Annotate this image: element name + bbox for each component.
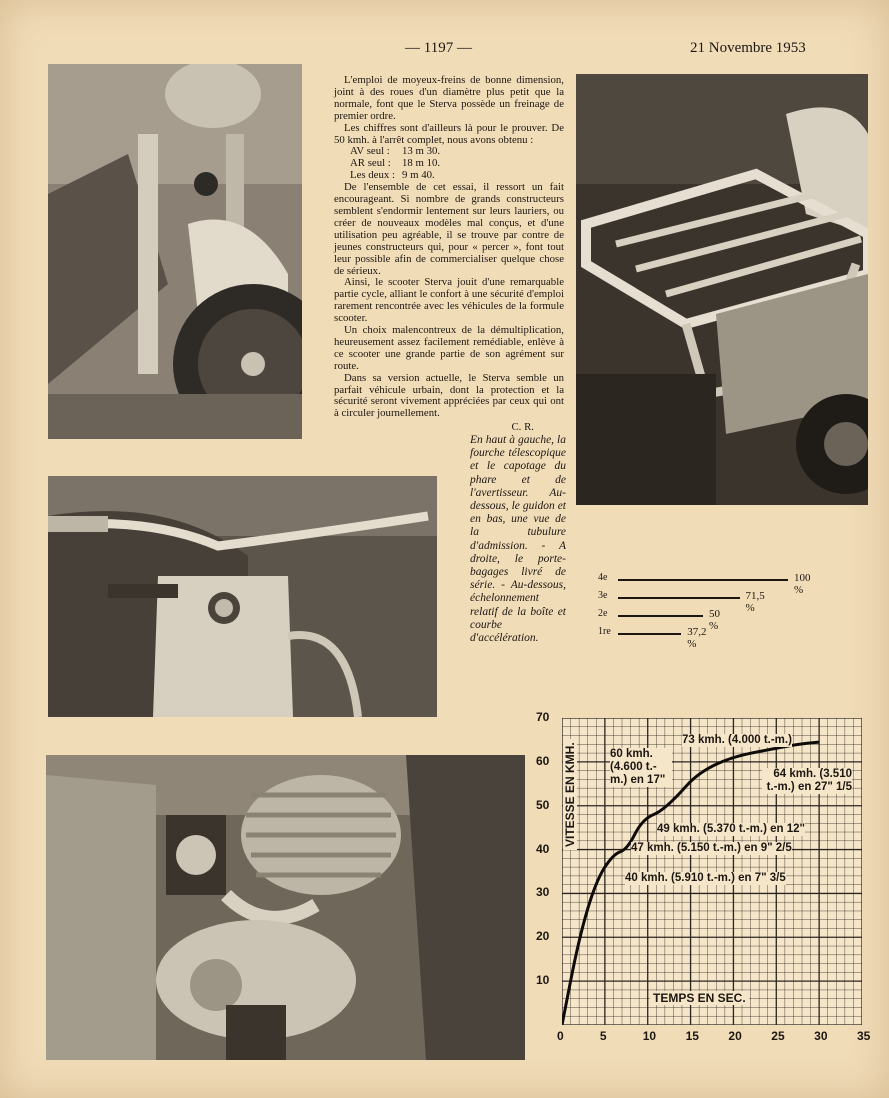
x-tick-label: 15 xyxy=(685,1029,699,1043)
gear-ratio-bar xyxy=(618,633,681,635)
article-paragraph: Ainsi, le scooter Sterva jouit d'une remarquable partie cycle, alliant le confort à une sécurité d'emploi rarement rencontrée avec les véhicules de la formule scooter. xyxy=(334,276,564,325)
braking-row: Les deux : 9 m 40. xyxy=(350,169,435,182)
gear-ratio-value: 50 % xyxy=(709,608,720,632)
article-paragraph: Dans sa version actuelle, le Sterva semble un parfait véhicule urbain, dont la protection et la sécurité seront vivement appréciées par ceux qui ont à circuler journellement. xyxy=(334,371,564,420)
braking-distances xyxy=(350,146,564,182)
annotation-60kmh: 60 kmh. (4.600 t.-m.) en 17" xyxy=(610,748,672,787)
author-signature: C. R. xyxy=(511,421,534,434)
annotation-40kmh: 40 kmh. (5.910 t.-m.) en 7" 3/5 xyxy=(625,872,786,884)
annotation-47kmh: 47 kmh. (5.150 t.-m.) en 9" 2/5 xyxy=(631,842,792,854)
photo-caption: En haut à gauche, la fourche télescopique et le capotage du phare et de l'avertisseur. Au-dessous, le guidon et en bas, une vue de la tubulure d'admission. - A droite, le porte-bagages livré de série. - Au-dessous, échelonnement relatif de la boîte et courbe d'accélération. xyxy=(470,434,566,645)
x-tick-label: 25 xyxy=(771,1029,785,1043)
y-tick-label: 20 xyxy=(536,929,550,944)
y-tick-label: 50 xyxy=(536,797,550,812)
y-tick-label: 70 xyxy=(536,710,550,724)
gear-ratio-value: 71,5 % xyxy=(745,590,765,614)
x-tick-label: 30 xyxy=(814,1029,828,1043)
y-tick-label: 60 xyxy=(536,753,550,768)
x-tick-label: 5 xyxy=(599,1029,607,1043)
x-tick-label: 20 xyxy=(728,1029,742,1043)
annotation-49kmh: 49 kmh. (5.370 t.-m.) en 12" xyxy=(657,823,805,835)
gear-ratio-bar xyxy=(618,615,703,617)
y-tick-label: 30 xyxy=(536,885,550,900)
gear-ratio-value: 37,2 % xyxy=(687,626,707,650)
photo-front-fork xyxy=(48,64,302,439)
gear-ratio-diagram: 4e 100 % 3e 71,5 % 2e 50 % 1re 37,2 % xyxy=(598,572,811,650)
x-tick-label: 10 xyxy=(642,1029,657,1043)
gear-ratio-value: 100 % xyxy=(794,572,811,596)
x-axis-label: TEMPS EN SEC. xyxy=(650,991,749,1005)
article-paragraph: L'emploi de moyeux-freins de bonne dimension, joint à des roues d'un diamètre plus petit que la normale, font que le Sterva possède un freinage de premier ordre. xyxy=(334,74,564,122)
article-paragraph: De l'ensemble de cet essai, il ressort un fait encourageant. Si nombre de grands constructeurs semblent s'endormir lentement sur leurs lauriers, ou créer de nouveaux modèles mal conçus, et d'une utilisation peu agréable, il se trouve par contre de jeunes constructeurs qui, pour « percer », font tout leur possible afin de commercialiser quelque chose de sérieux. xyxy=(334,181,564,277)
issue-date: 21 Novembre 1953 xyxy=(690,40,806,56)
acceleration-chart xyxy=(536,710,871,1050)
page-number: — 1197 — xyxy=(405,40,472,56)
article-paragraph: Un choix malencontreux de la démultiplication, heureusement assez facilement remédiable, enlève à ce scooter une grande partie de son agrément sur route. xyxy=(334,324,564,372)
x-tick-label: 35 xyxy=(857,1029,871,1043)
photo-handlebar xyxy=(48,476,437,717)
gear-ratio-bar xyxy=(618,597,740,599)
gear-ratio-bar xyxy=(618,579,788,581)
y-tick-label: 40 xyxy=(536,841,550,856)
annotation-64kmh: 64 kmh. (3.510 t.-m.) en 27" 1/5 xyxy=(762,768,852,794)
photo-engine-intake xyxy=(46,755,525,1060)
annotation-73kmh: 73 kmh. (4.000 t.-m.) xyxy=(682,734,792,746)
y-axis-label: VITESSE EN KMH. xyxy=(563,739,577,850)
x-tick-label: 0 xyxy=(557,1029,564,1043)
braking-row: AR seul : 18 m 10. xyxy=(350,157,441,170)
article-paragraph: Les chiffres sont d'ailleurs là pour le prouver. De 50 kmh. à l'arrêt complet, nous avons obtenu : xyxy=(334,121,564,146)
article-text xyxy=(334,75,564,434)
photo-luggage-rack xyxy=(576,74,868,505)
braking-row: AV seul : 13 m 30. xyxy=(350,145,441,158)
y-tick-label: 10 xyxy=(536,973,550,988)
